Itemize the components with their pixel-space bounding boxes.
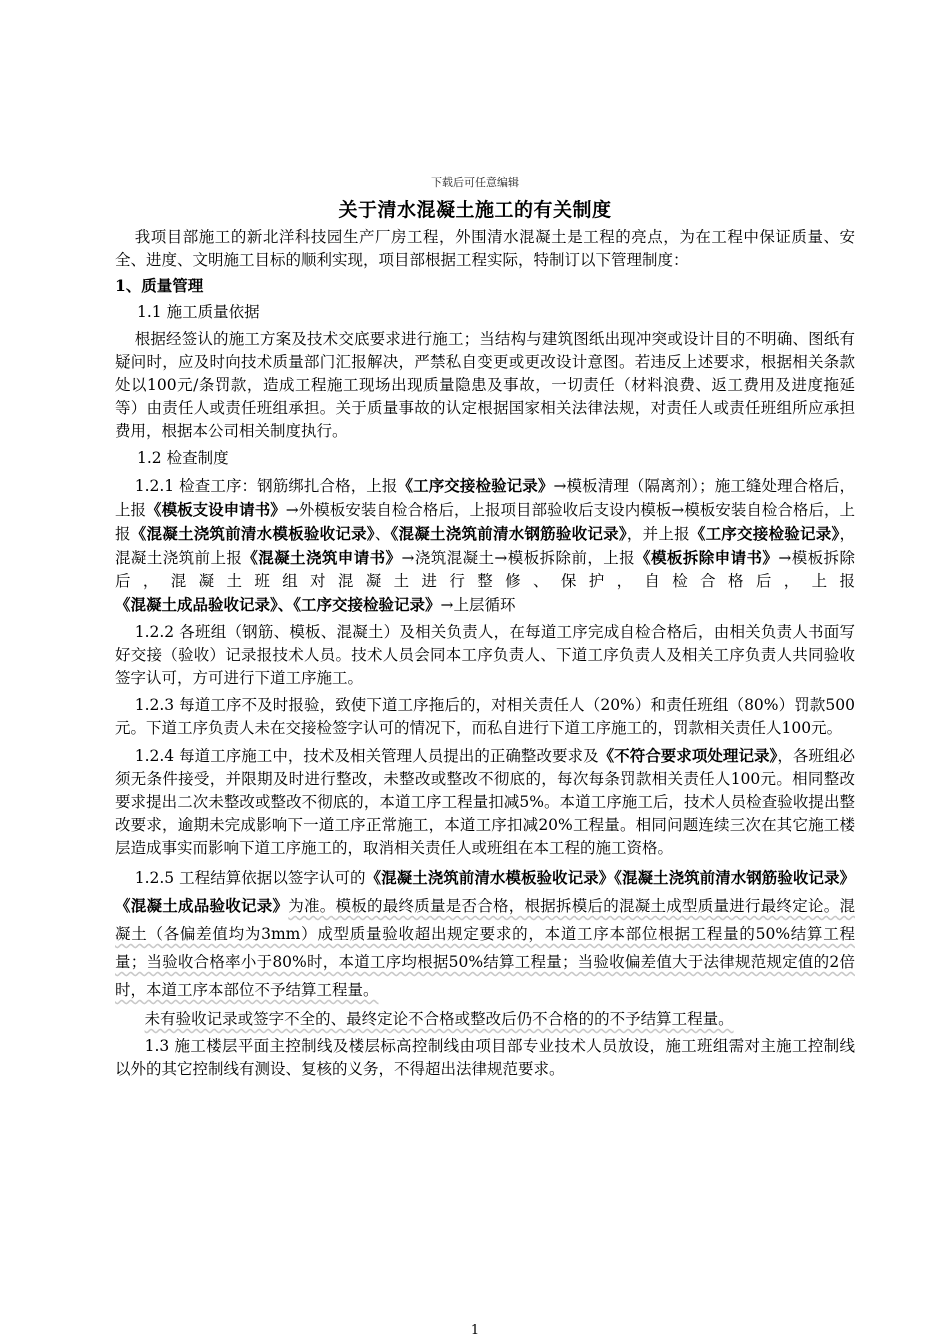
record-form-name: 《混凝土浇筑申请书》 [242,548,402,567]
record-form-name: 《混凝土浇筑前清水模板验收记录》 [130,524,375,543]
text-run: 1.2.4 每道工序施工中，技术及相关管理人员提出的正确整改要求及 [134,747,599,765]
record-form-name: 《不符合要求项处理记录》 [598,746,778,765]
tracked-change-text: 为准。模板的最终质量是否合格，根据拆模后的混凝土成型质量进行最终定论。混凝土（各偏差值均为3mm）成型质量验收超出规定要求的，本道工序本部位根据工程量的50%结算工程量；当验收合格率小于80%时，本道工序均根据50%结算工程量；当验收偏差值大于法律规范规定值的2倍时，本道工序本部位不予结算工程量。 [115,897,855,999]
page-number: 1 [470,1323,480,1338]
paragraph-1-1: 根据经签认的施工方案及技术交底要求进行施工；当结构与建筑图纸出现冲突或设计目的不明确、图纸有疑问时，应及时向技术质量部门汇报解决，严禁私自变更或更改设计意图。若违反上述要求，根据相关条款处以100元/条罚款，造成工程施工现场出现质量隐患及事故，一切责任（材料浪费、返工费用及进度拖延等）由责任人或责任班组承担。关于质量事故的认定根据国家相关法律法规，对责任人或责任班组所应承担费用，根据本公司相关制度执行。 [115,330,855,440]
paragraph-1-2-5-note [115,1008,855,1031]
document-title: 关于清水混凝土施工的有关制度 [338,199,612,221]
text-run: →模板清理（隔离剂）；施工缝处理合格后，上报 [115,477,855,519]
text-run: →外模板安装自检合格后，上报项目部验收后支设内模板→模板安装自检合格后，上报 [115,501,855,543]
paragraph-1-2-4 [115,744,855,860]
paragraph-1-2-2: 1.2.2 各班组（钢筋、模板、混凝土）及相关负责人，在每道工序完成自检合格后，由相关负责人书面写好交接（验收）记录报技术人员。技术人员会同本工序负责人、下道工序负责人及相关工序负责人共同验收签字认可，方可进行下道工序施工。 [115,623,855,687]
record-form-name: 《混凝土成品验收记录》、《工序交接检验记录》 [115,595,441,614]
text-run: →模板拆除后，混凝土班组对混凝土进行整修、保护，自检合格后，上报 [115,549,855,590]
paragraph-1-2-5 [115,864,855,1004]
paragraph-1-2-3: 1.2.3 每道工序不及时报验，致使下道工序拖后的，对相关责任人（20%）和责任班组（80%）罚款500元。下道工序负责人未在交接检签字认可的情况下，而私自进行下道工序施工的，罚款相关责任人100元。 [115,696,855,737]
intro-paragraph: 我项目部施工的新北洋科技园生产厂房工程，外围清水混凝土是工程的亮点，为在工程中保证质量、安全、进度、文明施工目标的顺利实现，项目部根据工程实际，特制订以下管理制度： [115,228,855,269]
text-run: →浇筑混凝土→模板拆除前，上报 [401,549,636,567]
document-body [115,226,855,1081]
text-run: 、 [374,525,391,543]
text-run: 1.2.5 工程结算依据以签字认可的 [134,869,366,887]
record-form-name: 《混凝土浇筑前清水模板验收记录》《混凝土浇筑前清水钢筋验收记录》《混凝土成品验收记录》 [115,868,855,915]
subsection-heading-1-2: 1.2 检查制度 [137,449,229,467]
record-form-name: 《模板拆除申请书》 [635,548,779,567]
record-form-name: 《工序交接检验记录》 [397,476,554,495]
text-run: ，并上报 [626,525,690,543]
tracked-change-text: 未有验收记录或签字不全的、最终定论不合格或整改后仍不合格的的不予结算工程量。 [144,1010,734,1028]
record-form-name: 《混凝土浇筑前清水钢筋验收记录》 [390,524,627,543]
record-form-name: 《工序交接检验记录》 [689,524,840,543]
subsection-heading-1-1: 1.1 施工质量依据 [137,303,260,321]
record-form-name: 《模板支设申请书》 [146,500,286,519]
text-run: ，混凝土浇筑前上报 [115,525,855,567]
text-run: 1.2.1 检查工序：钢筋绑扎合格，上报 [134,477,398,495]
text-run: ，各班组必须无条件接受，并限期及时进行整改，未整改或整改不彻底的，每次每条罚款相关责任人100元。相同整改要求提出二次未整改或整改不彻底的，本道工序工程量扣减5%。本道工序施工后，技术人员检查验收提出整改要求，逾期未完成影响下一道工序正常施工，本道工序扣减20%工程量。相同问题连续三次在其它施工楼层造成事实而影响下道工序施工的，取消相关责任人或班组在本工程的施工资格。 [115,747,855,857]
text-run: →上层循环 [440,596,516,614]
section-heading-quality: 1、质量管理 [115,276,204,295]
paragraph-1-3: 1.3 施工楼层平面主控制线及楼层标高控制线由项目部专业技术人员放设，施工班组需对主施工控制线以外的其它控制线有测设、复核的义务，不得超出法律规范要求。 [115,1037,855,1078]
paragraph-1-2-1 [115,474,855,617]
header-note: 下载后可任意编辑 [431,176,519,189]
